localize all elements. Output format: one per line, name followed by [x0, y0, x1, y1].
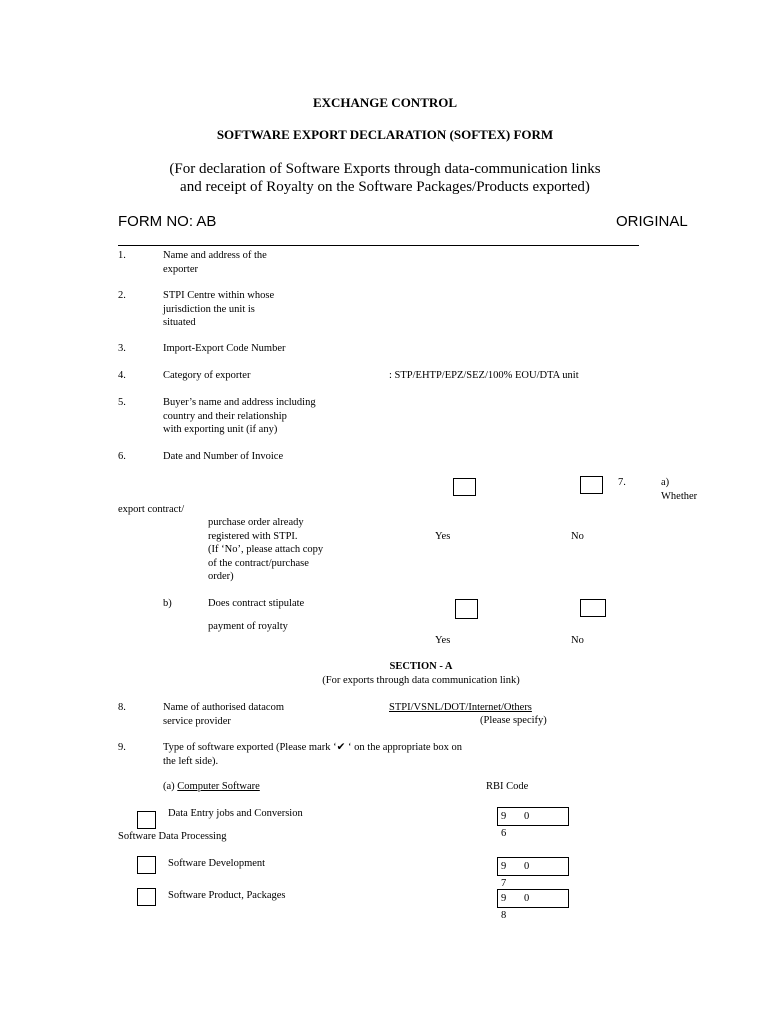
iec-number-label: Import-Export Code Number [163, 343, 286, 354]
form-number: FORM NO: AB [118, 213, 217, 230]
export-contract-text: export contract/ [118, 504, 185, 515]
sub-item-marker: b) [163, 598, 172, 609]
data-entry-checkbox[interactable] [137, 811, 156, 829]
royalty-label-line2: payment of royalty [208, 621, 288, 632]
invoice-label: Date and Number of Invoice [163, 451, 284, 462]
royalty-label-line1: Does contract stipulate [208, 598, 305, 609]
yes-label: Yes [435, 531, 451, 542]
software-development-checkbox[interactable] [137, 856, 156, 874]
form-subtitle-line2: and receipt of Royalty on the Software Packages/Products exported) [180, 179, 590, 195]
rbi-code-software-product: 9 08 [497, 889, 569, 908]
exporter-category-options: : STP/EHTP/EPZ/SEZ/100% EOU/DTA unit [389, 370, 579, 381]
item-number: 3. [118, 343, 126, 354]
datacom-provider-options: STPI/VSNL/DOT/Internet/Others [389, 702, 532, 713]
data-entry-label: Data Entry jobs and Conversion [168, 808, 303, 819]
sub-item-marker: a) [661, 477, 670, 488]
datacom-provider-label: Name of authorised datacom service provider [163, 702, 284, 727]
software-development-label: Software Development [168, 858, 266, 869]
computer-software-heading: (a) Computer Software [163, 781, 260, 792]
contract-registered-label: purchase order already registered with STPI. (If ‘No’, please attach copy of the contract/purchase order) [208, 517, 324, 582]
section-a-subtitle: (For exports through data communication link) [322, 675, 520, 686]
item-number: 4. [118, 370, 126, 381]
section-a-title: SECTION - A [389, 661, 453, 672]
form-subtitle-line1: (For declaration of Software Exports through data-communication links [169, 161, 601, 177]
rbi-code-software-development: 9 07 [497, 857, 569, 876]
item-number: 2. [118, 290, 126, 301]
exporter-category-label: Category of exporter [163, 370, 251, 381]
software-product-checkbox[interactable] [137, 888, 156, 906]
whether-text: Whether [661, 491, 698, 502]
contract-registered-yes-checkbox[interactable] [453, 478, 476, 496]
rbi-code-heading: RBI Code [486, 781, 529, 792]
buyer-details-label: Buyer’s name and address including country and their relationship with exporting unit (if any) [163, 397, 316, 435]
royalty-yes-checkbox[interactable] [455, 599, 478, 619]
rbi-code-data-entry: 9 06 [497, 807, 569, 826]
contract-registered-no-checkbox[interactable] [580, 476, 603, 494]
please-specify-note: (Please specify) [480, 715, 547, 726]
software-product-label: Software Product, Packages [168, 890, 286, 901]
form-title: SOFTWARE EXPORT DECLARATION (SOFTEX) FORM [216, 127, 554, 142]
item-number: 6. [118, 451, 126, 462]
software-type-label: Type of software exported (Please mark ‘✔ ‘ on the appropriate box on the left side). [163, 742, 463, 767]
computer-software-label: Computer Software [177, 781, 260, 792]
item-number: 1. [118, 250, 126, 261]
form-heading: EXCHANGE CONTROL [312, 95, 458, 110]
item-number: 8. [118, 702, 126, 713]
no-label: No [571, 531, 584, 542]
exporter-name-label: Name and address of the exporter [163, 250, 267, 275]
no-label: No [571, 635, 584, 646]
item-number: 5. [118, 397, 126, 408]
copy-type: ORIGINAL [616, 213, 688, 230]
stpi-centre-label: STPI Centre within whose jurisdiction the unit is situated [163, 290, 275, 328]
item-number: 9. [118, 742, 126, 753]
header-divider [118, 245, 639, 246]
software-data-processing-label: Software Data Processing [118, 831, 227, 842]
yes-label: Yes [435, 635, 451, 646]
item-number: 7. [618, 477, 626, 488]
royalty-no-checkbox[interactable] [580, 599, 606, 617]
